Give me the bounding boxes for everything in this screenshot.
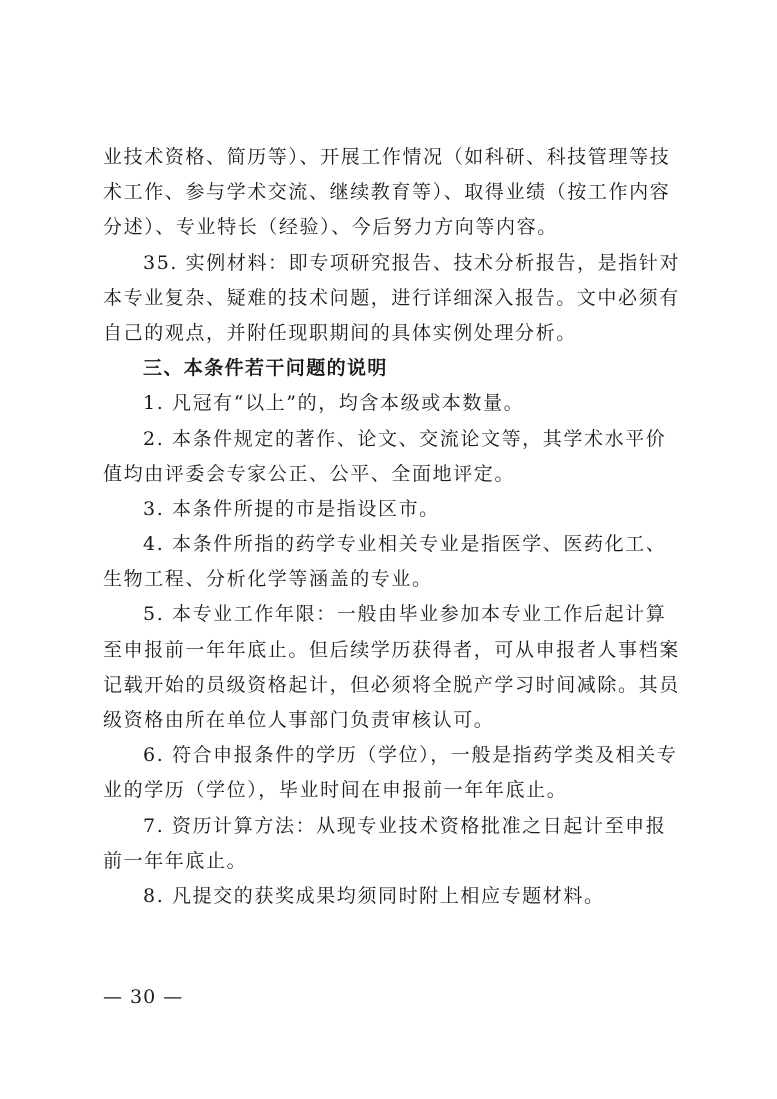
item-3-line: 3. 本条件所提的市是指设区市。 [143, 497, 440, 520]
page-number: — 30 — [103, 986, 184, 1008]
text-line: 本专业复杂、疑难的技术问题，进行详细深入报告。文中必须有 [103, 286, 680, 309]
body-text [103, 140, 679, 914]
item-1-line: 1. 凡冠有“以上”的，均含本级或本数量。 [143, 392, 525, 415]
text-line: 业技术资格、简历等）、开展工作情况（如科研、科技管理等技 [103, 146, 671, 168]
text-line: 级资格由所在单位人事部门负责审核认可。 [103, 709, 495, 731]
text-line: 记载开始的员级资格起计，但必须将全脱产学习时间减除。其员 [103, 673, 680, 696]
item-4-line: 4. 本条件所指的药学专业相关专业是指医学、医药化工、 [143, 533, 667, 556]
item-6-line: 6. 符合申报条件的学历（学位），一般是指药学类及相关专 [143, 744, 678, 767]
item-2-line: 2. 本条件规定的著作、论文、交流论文等，其学术水平价 [143, 427, 667, 450]
text-line: 生物工程、分析化学等涵盖的专业。 [103, 568, 433, 591]
text-line: 术工作、参与学术交流、继续教育等）、取得业绩（按工作内容 [103, 181, 671, 204]
item-7-line: 7. 资历计算方法：从现专业技术资格批准之日起计至申报 [143, 814, 667, 837]
text-line: 值均由评委会专家公正、公平、全面地评定。 [103, 462, 516, 485]
text-line: 业的学历（学位），毕业时间在申报前一年年底止。 [103, 779, 568, 802]
section-heading: 三、本条件若干问题的说明 [143, 357, 388, 380]
item-35-line: 35. 实例材料：即专项研究报告、技术分析报告，是指针对 [143, 251, 681, 274]
text-line: 至申报前一年年底止。但后续学历获得者，可从申报者人事档案 [103, 638, 680, 661]
text-line: 自己的观点，并附任现职期间的具体实例处理分析。 [103, 321, 577, 344]
item-5-line: 5. 本专业工作年限：一般由毕业参加本专业工作后起计算 [143, 603, 667, 626]
text-line: 前一年年底止。 [103, 849, 248, 872]
text-line: 分述）、专业特长（经验）、今后努力方向等内容。 [103, 216, 558, 239]
item-8-line: 8. 凡提交的获奖成果均须同时附上相应专题材料。 [143, 884, 605, 907]
